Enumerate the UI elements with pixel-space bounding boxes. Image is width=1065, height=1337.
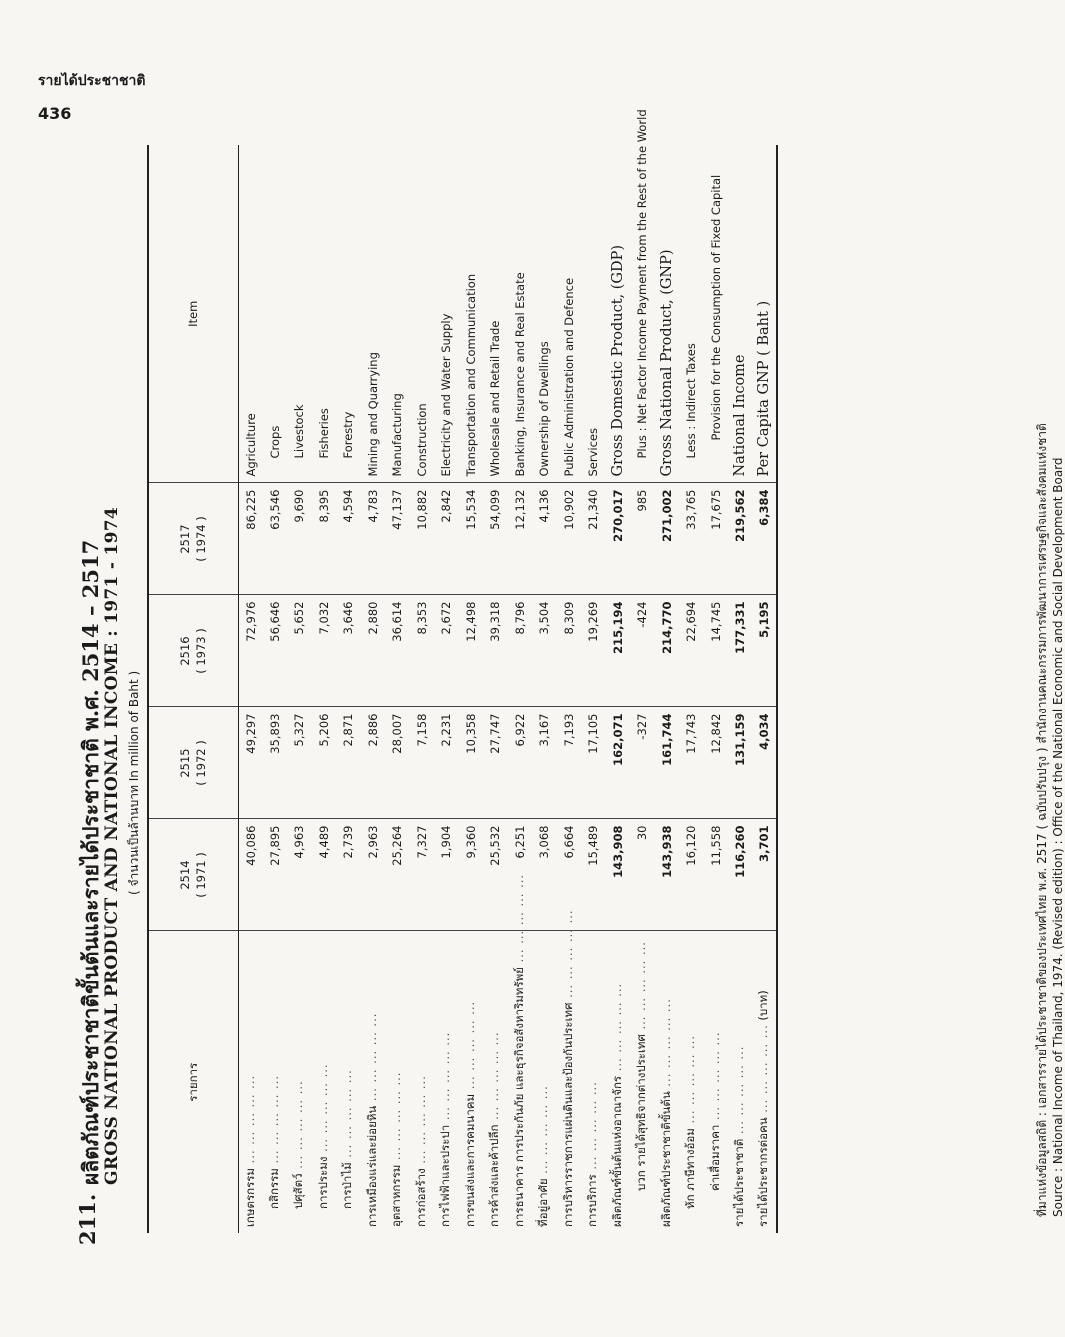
row-label-english: Livestock xyxy=(287,145,312,483)
leader-dots: ... ... ... ... ... xyxy=(340,1069,355,1163)
row-label-thai: รายได้ประชาชาติ ... ... ... ... ... xyxy=(732,1045,747,1227)
row-label-english: Less : Indirect Taxes xyxy=(679,145,704,483)
table-row xyxy=(753,145,778,1233)
title-english: GROSS NATIONAL PRODUCT AND NATIONAL INCOME : 1971 - 1974 xyxy=(102,507,122,1185)
value-cell: 86,225 xyxy=(238,483,263,595)
value-cell: 12,132 xyxy=(508,483,533,595)
value-cell: 28,007 xyxy=(385,707,410,819)
row-label-thai: การบริการ ... ... ... ... ... xyxy=(585,1081,600,1227)
value-cell: 15,489 xyxy=(581,819,606,931)
row-label-thai: กสิกรรม ... ... ... ... ... xyxy=(266,1074,281,1209)
leader-dots: ... ... ... ... ... xyxy=(389,1071,404,1165)
row-label-thai: เกษตรกรรม ... ... ... ... ... xyxy=(242,1074,257,1227)
table-row xyxy=(655,145,680,1233)
source-english: Source : National Income of Thailand, 1974. (Revised edition) : Office of the National Economic and Social Development Board xyxy=(1051,457,1065,1217)
row-unit: (บาท) xyxy=(756,990,771,1021)
col-header-year: 2516 ( 1973 ) xyxy=(148,595,238,707)
value-cell: 9,360 xyxy=(459,819,484,931)
value-cell: 143,908 xyxy=(606,819,631,931)
col-header-year: 2514 ( 1971 ) xyxy=(148,819,238,931)
row-label-english: Public Administration and Defence xyxy=(557,145,582,483)
table-row xyxy=(361,145,386,1233)
value-cell: 985 xyxy=(630,483,655,595)
row-label-english: Crops xyxy=(263,145,288,483)
row-label-english: Plus : Net Factor Income Payment from the Rest of the World xyxy=(630,145,655,483)
leader-dots: ... ... ... ... ... xyxy=(732,1045,747,1139)
value-cell: 16,120 xyxy=(679,819,704,931)
value-cell: 131,159 xyxy=(728,707,753,819)
leader-dots: ... ... ... ... ... xyxy=(364,1012,379,1106)
leader-dots: ... ... ... ... ... xyxy=(266,1074,281,1169)
value-cell: 25,264 xyxy=(385,819,410,931)
table-row xyxy=(459,145,484,1233)
table-row xyxy=(557,145,582,1233)
table-row xyxy=(532,145,557,1233)
value-cell: 5,652 xyxy=(287,595,312,707)
leader-dots: ... ... ... ... ... xyxy=(658,998,673,1092)
value-cell: 2,672 xyxy=(434,595,459,707)
value-cell: 5,206 xyxy=(312,707,337,819)
value-cell: 5,327 xyxy=(287,707,312,819)
value-cell: 3,504 xyxy=(532,595,557,707)
row-label-english: Ownership of Dwellings xyxy=(532,145,557,483)
row-label-english: Fisheries xyxy=(312,145,337,483)
value-cell: 33,765 xyxy=(679,483,704,595)
leader-dots: ... ... ... ... ... xyxy=(634,941,649,1035)
value-cell: 219,562 xyxy=(728,483,753,595)
value-cell: 270,017 xyxy=(606,483,631,595)
row-label-english: Forestry xyxy=(336,145,361,483)
table-row xyxy=(410,145,435,1233)
leader-dots: ... ... ... ... ... xyxy=(560,909,575,1003)
leader-dots: ... ... ... ... ... xyxy=(536,1085,551,1179)
value-cell: 3,701 xyxy=(753,819,778,931)
row-label-thai: การขนส่งและการคมนาคม ... ... ... ... ... xyxy=(462,1000,477,1227)
leader-dots: ... ... ... ... ... xyxy=(438,1031,453,1125)
leader-dots: ... ... ... ... ... xyxy=(487,1031,502,1125)
value-cell: 161,744 xyxy=(655,707,680,819)
leader-dots: ... ... ... ... ... xyxy=(291,1080,306,1174)
row-label-thai: หัก ภาษีทางอ้อม ... ... ... ... ... xyxy=(683,1035,698,1209)
value-cell: 4,963 xyxy=(287,819,312,931)
value-cell: 12,842 xyxy=(704,707,729,819)
value-cell: 21,340 xyxy=(581,483,606,595)
table-row xyxy=(704,145,729,1233)
page-number: 436 xyxy=(38,104,72,123)
row-label-english: Per Capita GNP ( Baht ) xyxy=(753,145,778,483)
value-cell: 10,882 xyxy=(410,483,435,595)
row-label-english: Agriculture xyxy=(238,145,263,483)
value-cell: 8,353 xyxy=(410,595,435,707)
leader-dots: ... ... ... ... ... xyxy=(511,873,526,968)
value-cell: 15,534 xyxy=(459,483,484,595)
value-cell: 14,745 xyxy=(704,595,729,707)
row-label-english: Construction xyxy=(410,145,435,483)
header-row xyxy=(148,145,238,1233)
row-label-english: Gross Domestic Product, (GDP) xyxy=(606,145,631,483)
value-cell: 27,747 xyxy=(483,707,508,819)
value-cell: 10,902 xyxy=(557,483,582,595)
col-header-thai-item: รายการ xyxy=(148,931,238,1233)
row-label-english: Transportation and Communication xyxy=(459,145,484,483)
leader-dots: ... ... ... ... ... xyxy=(315,1063,330,1157)
value-cell: 36,614 xyxy=(385,595,410,707)
source-thai: ที่มาแห่งข้อมูลสถิติ : เอกสารรายได้ประชาชาติของประเทศไทย พ.ศ. 2517 ( ฉบับปรับปรุง ) สำนักงานคณะกรรมการพัฒนาการเศรษฐกิจและสังคมแห่งชาติ xyxy=(1035,423,1049,1217)
value-cell: 54,099 xyxy=(483,483,508,595)
value-cell: 27,895 xyxy=(263,819,288,931)
value-cell: -424 xyxy=(630,595,655,707)
table-row xyxy=(483,145,508,1233)
value-cell: 6,384 xyxy=(753,483,778,595)
leader-dots: ... ... ... ... ... xyxy=(707,1031,722,1125)
value-cell: 4,594 xyxy=(336,483,361,595)
running-header: รายได้ประชาชาติ xyxy=(38,73,146,89)
table-row xyxy=(336,145,361,1233)
value-cell: 8,395 xyxy=(312,483,337,595)
value-cell: 72,976 xyxy=(238,595,263,707)
value-cell: 177,331 xyxy=(728,595,753,707)
table-row xyxy=(385,145,410,1233)
unit-note: ( จำนวนเป็นล้านบาท In million of Baht ) xyxy=(127,670,141,895)
row-label-english: Services xyxy=(581,145,606,483)
table-row xyxy=(630,145,655,1233)
value-cell: 271,002 xyxy=(655,483,680,595)
value-cell: 22,694 xyxy=(679,595,704,707)
row-label-thai: การป่าไม้ ... ... ... ... ... xyxy=(340,1069,355,1209)
value-cell: 3,068 xyxy=(532,819,557,931)
leader-dots: ... ... ... ... ... xyxy=(242,1074,257,1168)
table-row xyxy=(679,145,704,1233)
table-row xyxy=(434,145,459,1233)
leader-dots: ... ... ... ... ... xyxy=(462,1000,477,1094)
value-cell: 7,327 xyxy=(410,819,435,931)
row-label-thai: การธนาคาร การประกันภัย และธุรกิจอสังหาริมทรัพย์ ... ... ... ... ... xyxy=(511,873,526,1227)
row-label-english: Provision for the Consumption of Fixed Capital xyxy=(704,145,729,483)
value-cell: 214,770 xyxy=(655,595,680,707)
value-cell: 12,498 xyxy=(459,595,484,707)
value-cell: 19,269 xyxy=(581,595,606,707)
leader-dots: ... ... ... ... ... xyxy=(609,982,624,1076)
leader-dots: ... ... ... ... ... xyxy=(413,1075,428,1169)
value-cell: 2,231 xyxy=(434,707,459,819)
value-cell: 2,886 xyxy=(361,707,386,819)
value-cell: 6,922 xyxy=(508,707,533,819)
row-label-thai: การเหมืองแร่และย่อยหิน ... ... ... ... ... xyxy=(364,1012,379,1227)
value-cell: 25,532 xyxy=(483,819,508,931)
gnp-table xyxy=(147,109,778,1233)
row-label-english: Electricity and Water Supply xyxy=(434,145,459,483)
value-cell: 49,297 xyxy=(238,707,263,819)
value-cell: 7,158 xyxy=(410,707,435,819)
leader-dots: ... ... ... ... ... xyxy=(756,1024,771,1118)
row-label-english: Banking, Insurance and Real Estate xyxy=(508,145,533,483)
leader-dots: ... ... ... ... ... xyxy=(585,1081,600,1175)
value-cell: 7,193 xyxy=(557,707,582,819)
row-label-english: Mining and Quarrying xyxy=(361,145,386,483)
table-body xyxy=(238,109,777,1233)
value-cell: 4,489 xyxy=(312,819,337,931)
row-label-thai: การค้าส่งและค้าปลีก ... ... ... ... ... xyxy=(487,1031,502,1227)
value-cell: 4,136 xyxy=(532,483,557,595)
leader-dots: ... ... ... ... ... xyxy=(683,1035,698,1129)
row-label-english: Gross National Product, (GNP) xyxy=(655,145,680,483)
value-cell: 56,646 xyxy=(263,595,288,707)
value-cell: 6,664 xyxy=(557,819,582,931)
value-cell: 5,195 xyxy=(753,595,778,707)
value-cell: 17,105 xyxy=(581,707,606,819)
value-cell: 4,034 xyxy=(753,707,778,819)
value-cell: 143,938 xyxy=(655,819,680,931)
value-cell: 8,796 xyxy=(508,595,533,707)
value-cell: 17,675 xyxy=(704,483,729,595)
table-row xyxy=(312,145,337,1233)
value-cell: 162,071 xyxy=(606,707,631,819)
value-cell: -327 xyxy=(630,707,655,819)
row-label-thai: ผลิตภัณฑ์ประชาชาติขั้นต้น ... ... ... ... ... xyxy=(658,998,673,1227)
value-cell: 47,137 xyxy=(385,483,410,595)
value-cell: 2,880 xyxy=(361,595,386,707)
title-thai: ผลิตภัณฑ์ประชาชาติขั้นต้นและรายได้ประชาชาติ พ.ศ. 2514 – 2517 xyxy=(78,539,103,1185)
row-label-english: Wholesale and Retail Trade xyxy=(483,145,508,483)
row-label-english: Manufacturing xyxy=(385,145,410,483)
row-label-thai: บวก รายได้สุทธิจากต่างประเทศ ... ... ... ... ... xyxy=(634,941,649,1191)
col-header-year: 2515 ( 1972 ) xyxy=(148,707,238,819)
table-row xyxy=(606,145,631,1233)
value-cell: 7,032 xyxy=(312,595,337,707)
value-cell: 11,558 xyxy=(704,819,729,931)
value-cell: 4,783 xyxy=(361,483,386,595)
row-label-thai: อุตสาหกรรม ... ... ... ... ... xyxy=(389,1071,404,1227)
row-label-thai: ปศุสัตว์ ... ... ... ... ... xyxy=(291,1080,306,1209)
value-cell: 2,871 xyxy=(336,707,361,819)
value-cell: 2,842 xyxy=(434,483,459,595)
row-label-thai: ที่อยู่อาศัย ... ... ... ... ... xyxy=(536,1085,551,1227)
table-number: 211. xyxy=(75,1193,100,1245)
rotated-table-sheet xyxy=(75,109,1065,1245)
value-cell: 1,904 xyxy=(434,819,459,931)
value-cell: 3,167 xyxy=(532,707,557,819)
col-header-english-item: Item xyxy=(148,145,238,483)
value-cell: 8,309 xyxy=(557,595,582,707)
value-cell: 9,690 xyxy=(287,483,312,595)
row-label-thai: การบริหารราชการแผ่นดินและป้องกันประเทศ ... ... ... ... ... xyxy=(560,909,575,1227)
value-cell: 6,251 xyxy=(508,819,533,931)
value-cell: 10,358 xyxy=(459,707,484,819)
value-cell: 35,893 xyxy=(263,707,288,819)
value-cell: 63,546 xyxy=(263,483,288,595)
table-row xyxy=(508,145,533,1233)
table-row xyxy=(287,145,312,1233)
table-row xyxy=(238,145,263,1233)
row-label-thai: รายได้ประชากรต่อคน ... ... ... ... ... (บาท) xyxy=(753,931,778,1233)
table-row xyxy=(263,145,288,1233)
value-cell: 2,963 xyxy=(361,819,386,931)
row-label-thai: การก่อสร้าง ... ... ... ... ... xyxy=(413,1075,428,1227)
row-label-thai: ค่าเสื่อมราคา ... ... ... ... ... xyxy=(707,1031,722,1191)
value-cell: 116,260 xyxy=(728,819,753,931)
value-cell: 30 xyxy=(630,819,655,931)
value-cell: 3,646 xyxy=(336,595,361,707)
row-label-thai: ผลิตภัณฑ์ขั้นต้นแห่งอาณาจักร ... ... ... ... ... xyxy=(609,982,624,1227)
row-label-thai: การไฟฟ้าและประปา ... ... ... ... ... xyxy=(438,1031,453,1227)
row-label-english: National Income xyxy=(728,145,753,483)
value-cell: 215,194 xyxy=(606,595,631,707)
value-cell: 2,739 xyxy=(336,819,361,931)
value-cell: 39,318 xyxy=(483,595,508,707)
value-cell: 40,086 xyxy=(238,819,263,931)
table-row xyxy=(581,145,606,1233)
value-cell: 17,743 xyxy=(679,707,704,819)
col-header-year: 2517 ( 1974 ) xyxy=(148,483,238,595)
table-row xyxy=(728,145,753,1233)
row-label-thai: การประมง ... ... ... ... ... xyxy=(315,1063,330,1209)
